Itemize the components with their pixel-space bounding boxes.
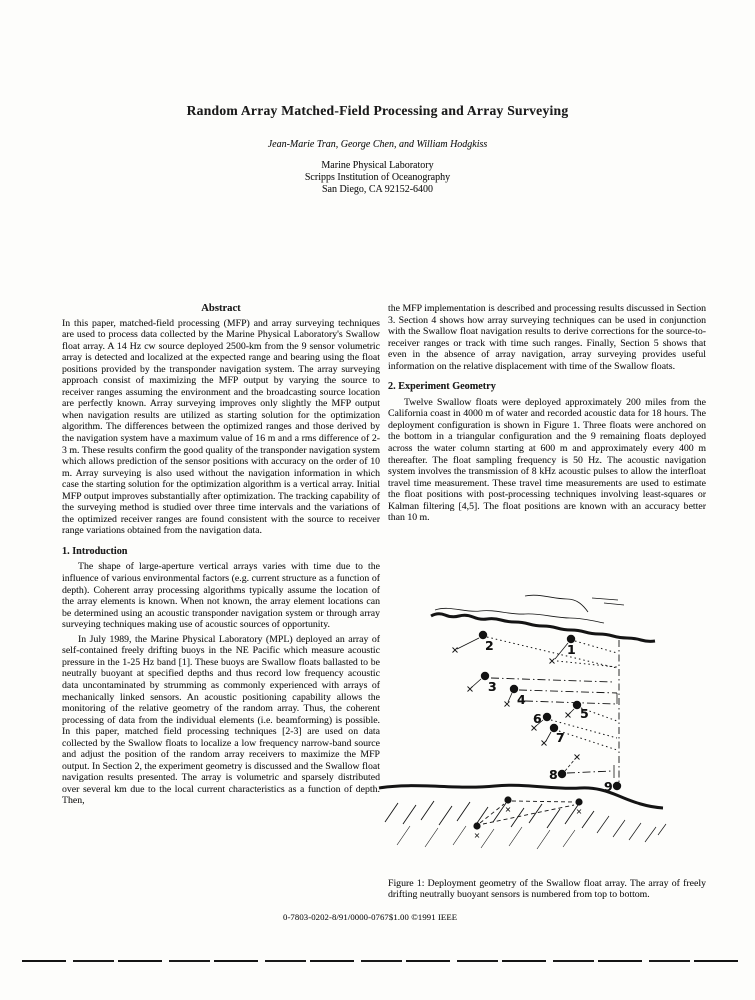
track-end-bracket [614, 693, 617, 778]
seafloor-line [379, 785, 663, 808]
float-label-6: 6 [533, 711, 542, 726]
left-column [62, 303, 380, 807]
deployment-diagram [375, 581, 705, 871]
introduction-paragraph-2: In July 1989, the Marine Physical Laboratory (MPL) deployed an array of self-contained freely drifting buoys in the NE Pacific which measure acoustic pressure in the 1-25 Hz band [1]. These buoys are Swallow floats ballasted to be neutrally buoyant at specified depths and thus record low frequency acoustic data uncontaminated by strumming as commonly experienced with arrays of mechanically linked sensors. An acoustic positioning capability allows the monitoring of the relative geometry of the random array. Thus, the coherent processing of data from the individual elements (i.e. beamforming) is possible. In this paper, matched field processing techniques [2-3] are used on data collected by the Swallow floats to localize a low frequency narrow-band source and adjust the position of the random array receivers to maximize the MFP output. In Section 2, the experiment geometry is discussed and the Swallow float navigation results presented. The array is volumetric and sparsely distributed over several km due to the local current characteristics as a function of depth. Then, [62, 633, 380, 807]
abstract-text: In this paper, matched-field processing (MFP) and array surveying techniques are used to process data collected by the Marine Physical Laboratory's Swallow float array. A 14 Hz cw source deployed 2500-km from the 9 sensor volumetric array is detected and localized at the expected range and bearing using the float positions provided by the transponder navigation system. The array surveying approach consist of maximizing the MFP output by varying the source to receiver ranges assuming the environment and the broadcasting source location are perfectly known. Array surveying improves only slightly the MFP output when navigation results are utilized as starting solution for the optimization algorithm. The differences between the optimized ranges and those derived by the navigation system have a maximum value of 16 m and a rms difference of 2-3 m. These results confirm the good quality of the transponder navigation system which allows prediction of the sensor positions with accuracy on the order of 10 m. Array surveying is also used without the navigation information in which case the starting solution for the optimization algorithm is a vertical array. Initial MFP output improves substantially after optimization. The tracking capability of the surveying method is studied over three time intervals and the variations of the optimized receiver ranges are found consistent with the source to receiver range variations obtained from the navigation data. [62, 317, 380, 537]
figure-1-caption: Figure 1: Deployment geometry of the Swallow float array. The array of freely drifting neutrally buoyant sensors is numbered from top to bottom. [388, 878, 706, 901]
page-bottom-scan-line [22, 960, 738, 962]
float-label-2: 2 [485, 638, 494, 653]
float-dot-8 [558, 770, 566, 778]
transponder-dot-1 [504, 796, 511, 803]
figure-1-deployment-geometry [375, 581, 705, 871]
transponder-dot-2 [575, 798, 582, 805]
float-leader-lines [457, 638, 575, 771]
experiment-geometry-paragraph: Twelve Swallow floats were deployed approximately 200 miles from the California coast in 4000 m of water and recorded acoustic data for 18 hours. The deployment configuration is shown in Figure 1. Three floats were anchored on the bottom in a triangular configuration and the 9 remaining floats deployed across the water column starting at 600 m and approximately every 400 m thereafter. The float sampling frequency is 50 Hz. The acoustic navigation system involves the transmission of 8 kHz acoustic pulses to allow the interfloat travel time measurement. These travel time measurements are used to estimate the float positions with post-processing techniques involving least-squares or Kalman filtering [4,5]. The float positions are known with an accuracy better than 10 m. [388, 396, 706, 524]
float-label-9: 9 [604, 779, 613, 794]
introduction-paragraph-1: The shape of large-aperture vertical arrays varies with time due to the influence of various environmental factors (e.g. current structure as a function of depth). Coherent array processing algorithms typically assume the location of the array elements is known. When not known, the array element locations can be determined using an acoustic transponder navigation system or through array surveying techniques making use of acoustic sources of opportunity. [62, 561, 380, 631]
sea-surface-thin-line-2 [525, 595, 588, 612]
transponder-dot-3 [473, 822, 480, 829]
right-column [388, 303, 706, 524]
affiliation-line-2: Scripps Institution of Oceanography [304, 171, 451, 183]
title-block [0, 103, 755, 119]
author-line: Jean-Marie Tran, George Chen, and William Hodgkiss [267, 139, 488, 150]
float-label-5: 5 [580, 706, 589, 721]
introduction-continued-paragraph: the MFP implementation is described and processing results discussed in Section 3. Section 4 shows how array surveying techniques can be used in conjunction with the Swallow float navigation results to derive corrections for the source-to-receiver ranges or track with time such ranges. Finally, Section 5 shows that even in the absence of array navigation, array surveying provides useful information on the relative displacement with time of the Swallow floats. [388, 303, 706, 372]
float-track-dotted-lines [487, 637, 617, 750]
float-dot-9 [613, 782, 621, 790]
copyright-footer: 0-7803-0202-8/91/0000-0767$1.00 ©1991 IEEE [283, 912, 458, 922]
sea-surface-thick-line [431, 614, 655, 642]
seafloor-hatching [385, 801, 666, 849]
affiliation-line-3: San Diego, CA 92152-6400 [321, 183, 434, 195]
paper-title: Random Array Matched-Field Processing and Array Surveying [186, 103, 569, 118]
float-dots [473, 631, 621, 830]
section-heading-experiment-geometry: 2. Experiment Geometry [388, 381, 496, 393]
float-dot-6 [543, 713, 551, 721]
float-label-4: 4 [517, 692, 526, 707]
affiliation-line-1: Marine Physical Laboratory [321, 160, 434, 171]
float-label-7: 7 [556, 730, 565, 745]
abstract-heading: Abstract [201, 303, 241, 314]
float-label-3: 3 [488, 679, 497, 694]
float-label-8: 8 [549, 767, 558, 782]
float-label-1: 1 [567, 642, 576, 657]
affiliation-block [0, 160, 755, 195]
sea-surface-thin-line-3 [592, 598, 624, 605]
section-heading-introduction: 1. Introduction [62, 545, 128, 557]
